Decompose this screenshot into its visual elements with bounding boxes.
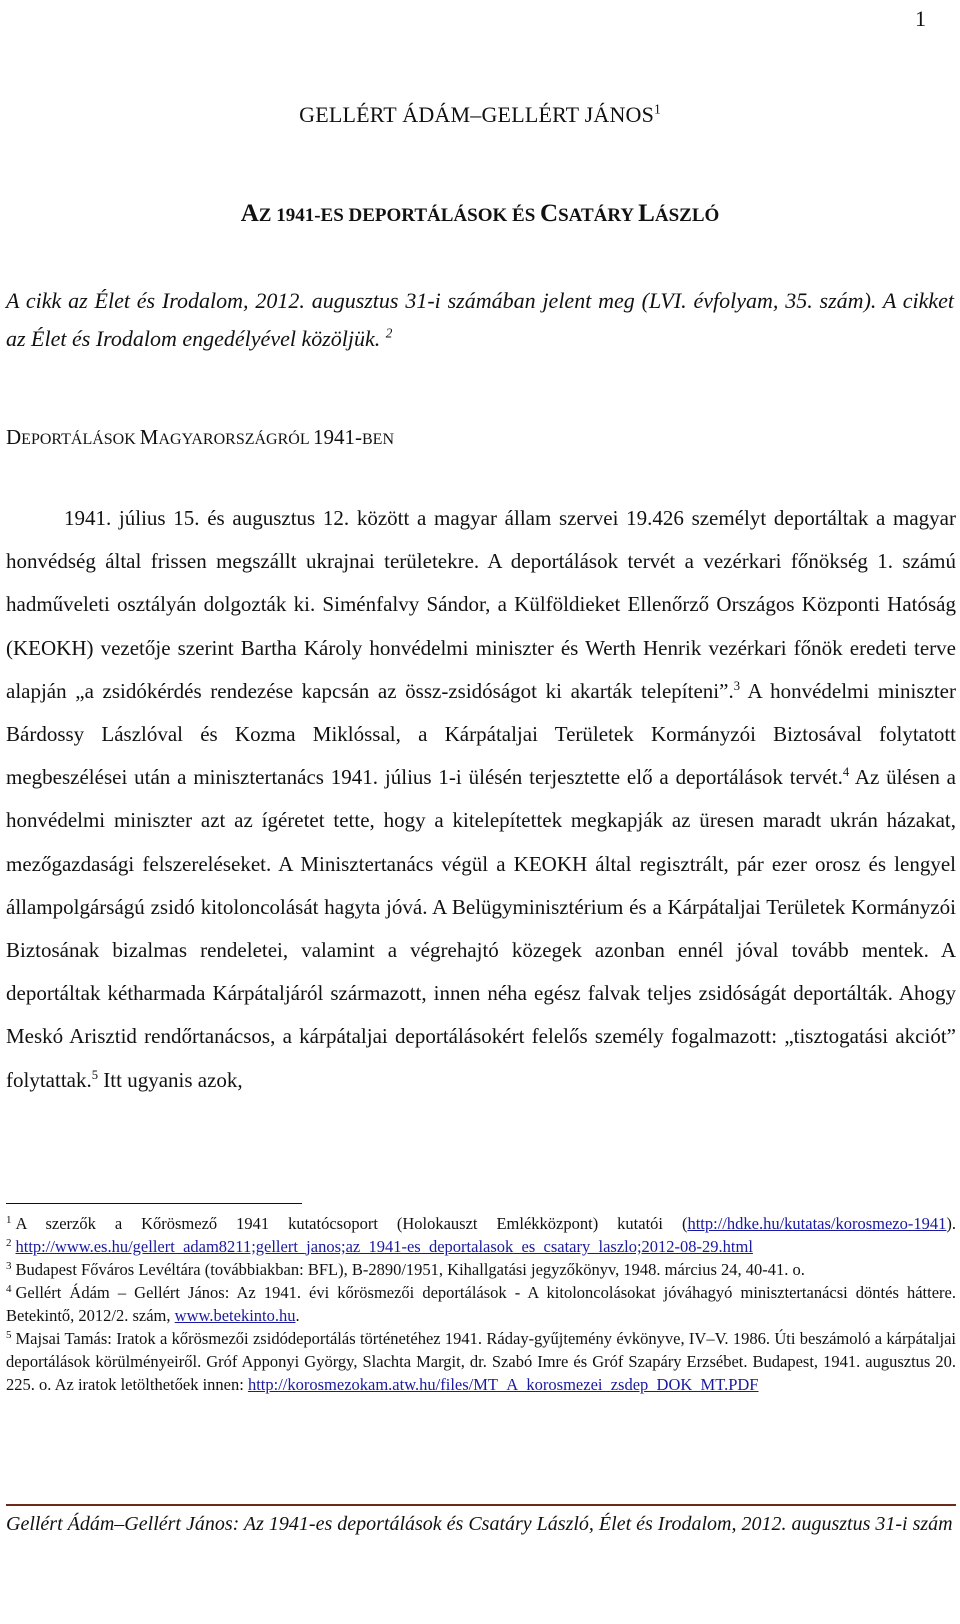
footnote-number: 1 xyxy=(6,1213,12,1226)
heading-segment: M xyxy=(139,425,159,449)
footnote xyxy=(6,1212,956,1235)
footnote-text: . xyxy=(295,1306,300,1325)
footnote-number: 5 xyxy=(6,1328,12,1341)
footnote-text: Majsai Tamás: Iratok a kőrösmezői zsidódeportálás történetéhez 1941. Ráday-gyűjtemény évkönyve, IV–V. 1986. Úti beszámoló a kárpátaljai deportálások körülményeiről. Gróf Apponyi György, Slachta Margit, dr. Szabó Imre és Gróf Szapáry Erzsébet. Budapest, 1941. augusztus 20. 225. o. Az iratok letölthetőek innen: xyxy=(6,1329,956,1394)
heading-segment: L xyxy=(638,200,655,227)
footnote-ref[interactable]: 1 xyxy=(654,101,661,117)
body-paragraph xyxy=(6,497,956,1102)
heading-segment: ÁSZLÓ xyxy=(654,205,720,226)
footnote-link[interactable]: www.betekinto.hu xyxy=(174,1306,296,1325)
article-title xyxy=(0,200,960,228)
publication-note-text: A cikk az Élet és Irodalom, 2012. augusztus 31-i számában jelent meg (LVI. évfolyam, 35. szám). A cikket az Élet és Irodalom engedélyével közöljük. xyxy=(6,288,954,351)
footnote-ref[interactable]: 2 xyxy=(385,325,393,341)
heading-segment: D xyxy=(6,425,22,449)
heading-segment: AGYARORSZÁGRÓL xyxy=(158,431,313,448)
section-heading xyxy=(6,425,394,450)
body-text-segment: Itt ugyanis azok, xyxy=(98,1067,243,1092)
footnote-text: Budapest Főváros Levéltára (továbbiakban: BFL), B-2890/1951, Kihallgatási jegyzőkönyv, 1948. március 24, 40-41. o. xyxy=(15,1260,805,1279)
footnote-number: 4 xyxy=(6,1282,12,1295)
publication-note xyxy=(6,282,954,358)
page-number: 1 xyxy=(915,6,926,31)
heading-segment: C xyxy=(540,200,559,227)
heading-segment: SATÁRY xyxy=(558,205,639,226)
footnote-ref[interactable]: 4 xyxy=(842,765,850,780)
body-text-segment: 1941. július 15. és augusztus 12. között a magyar állam szervei 19.426 személyt deportáltak a magyar honvédség által frissen megszállt ukrajnai területekre. A deportálások tervét a vezérkari főnökség 1. számú hadműveleti osztályán dolgozták ki. Siménfalvy Sándor, a Külföldieket Ellenőrző Országos Központi Hatóság (KEOKH) vezetője szerint Bartha Károly honvédelmi miniszter és Werth Henrik vezérkari főnök eredeti terve alapján „a zsidókérdés rendezése kapcsán az össz-zsidóságot ki akarták telepíteni”. xyxy=(6,506,956,703)
footnote xyxy=(6,1235,956,1258)
footnote-link[interactable]: http://korosmezokam.atw.hu/files/MT_A_korosmezei_zsdep_DOK_MT.PDF xyxy=(247,1375,759,1394)
authors-text: GELLÉRT ÁDÁM–GELLÉRT JÁNOS xyxy=(299,102,655,127)
footnote-text: Gellért Ádám – Gellért János: Az 1941. évi kőrösmezői deportálások - A kitoloncolásokat jóváhagyó minisztertanácsi döntés háttere. Betekintő, 2012/2. szám, xyxy=(6,1283,956,1325)
footnote-number: 2 xyxy=(6,1236,12,1249)
heading-segment: Z 1941-ES DEPORTÁLÁSOK ÉS xyxy=(258,205,541,226)
footnote xyxy=(6,1281,956,1327)
footnote-ref[interactable]: 3 xyxy=(733,678,740,693)
footer-rule xyxy=(6,1504,956,1506)
footnote-ref[interactable]: 5 xyxy=(91,1067,99,1082)
body-text-segment: A honvédelmi miniszter Bárdossy Lászlóval és Kozma Miklóssal, a Kárpátaljai Területek Kormányzói Biztosával folytatott megbeszélései után a minisztertanács 1941. július 1-i ülésén terjesztette elő a deportálások tervét. xyxy=(6,678,956,790)
heading-segment: A xyxy=(240,200,259,227)
body-text-segment: Az ülésen a honvédelmi miniszter azt az ígéretet tette, hogy a kitelepítettek megkapják az üresen maradt ukrán házakat, mezőgazdasági felszereléseket. A Minisztertanács végül a KEOKH által regisztrált, pár ezer orosz és lengyel állampolgárságú zsidó kitoloncolását hagyta jóvá. A Belügyminisztérium és a Kárpátaljai Területek Kormányzói Biztosának bizalmas rendeletei, valamint a végrehajtó közegek azonban ennél jóval tovább mentek. A deportáltak kétharmada Kárpátaljáról származott, innen néha egész falvak teljes zsidóságát deportálták. Ahogy Meskó Arisztid rendőrtanácsos, a kárpátaljai deportálásokért felelős személy fogalmazott: „tisztogatási akciót” folytattak. xyxy=(6,765,956,1092)
footer-citation: Gellért Ádám–Gellért János: Az 1941-es deportálások és Csatáry László, Élet és Irodalom, 2012. augusztus 31-i szám xyxy=(6,1513,953,1535)
footnote xyxy=(6,1258,956,1281)
footnote-separator xyxy=(6,1203,302,1204)
authors-line xyxy=(0,102,960,128)
heading-segment: 1941- xyxy=(313,425,362,449)
footnote-text: ). xyxy=(946,1214,956,1233)
footnote xyxy=(6,1327,956,1396)
footnote-text: A szerzők a Kőrösmező 1941 kutatócsoport (Holokauszt Emlékközpont) kutatói ( xyxy=(15,1214,688,1233)
footnote-link[interactable]: http://hdke.hu/kutatas/korosmezo-1941 xyxy=(687,1214,947,1233)
footnotes xyxy=(6,1212,956,1396)
footnote-number: 3 xyxy=(6,1259,12,1272)
heading-segment: EPORTÁLÁSOK xyxy=(21,431,140,448)
footnote-link[interactable]: http://www.es.hu/gellert_adam8211;gellert_janos;az_1941-es_deportalasok_es_csatary_laszlo;2012-08-29.html xyxy=(15,1237,753,1256)
heading-segment: BEN xyxy=(362,431,394,448)
